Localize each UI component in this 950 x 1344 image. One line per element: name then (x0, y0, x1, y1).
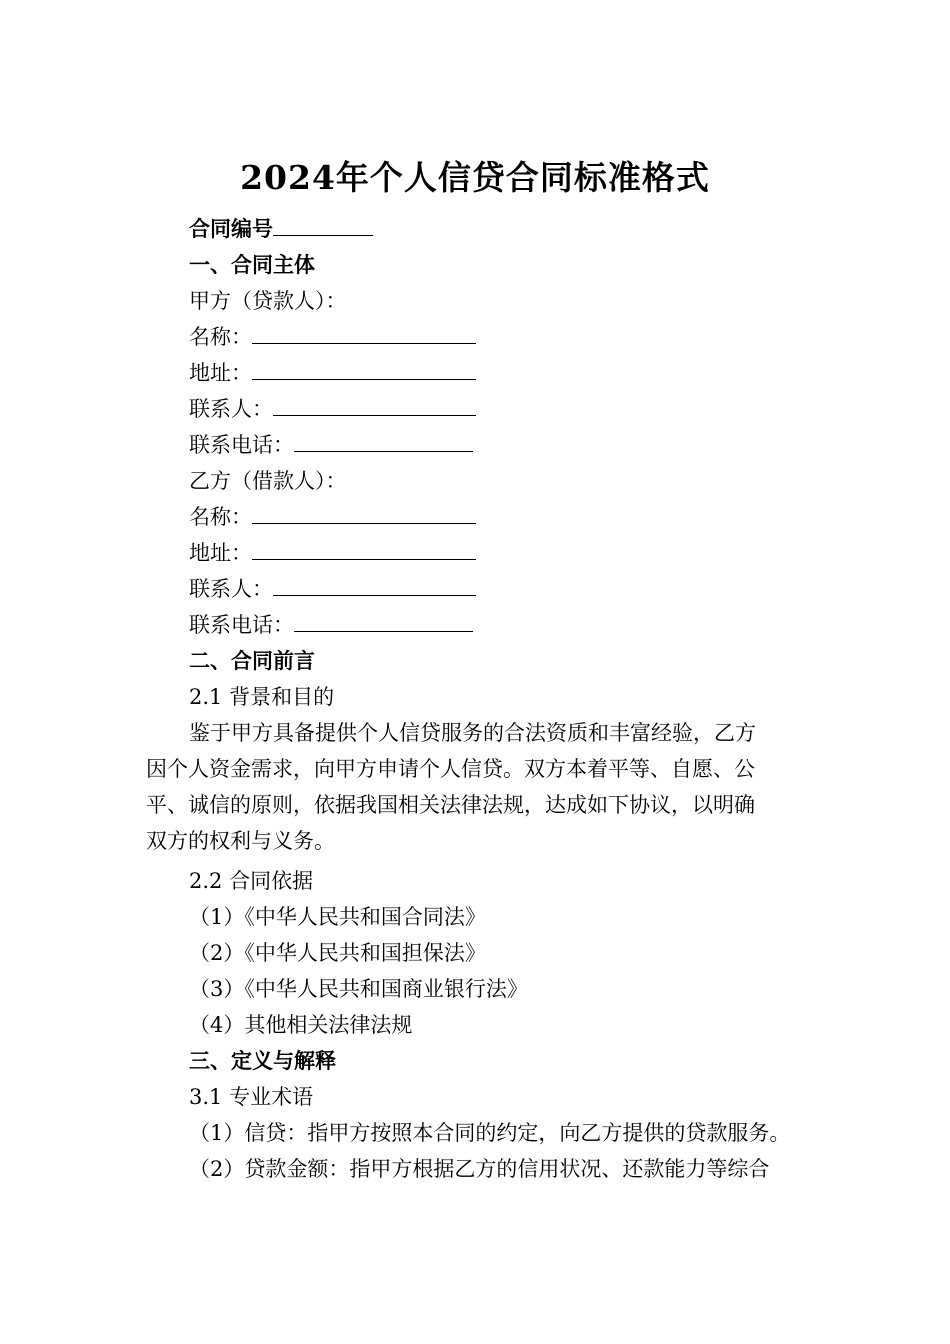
party-b-name-field (189, 502, 476, 532)
party-b-phone-blank[interactable] (294, 612, 473, 632)
paragraph-line: 平、诚信的原则，依据我国相关法律法规，达成如下协议，以明确 (146, 793, 755, 817)
party-a-contact-field (189, 394, 476, 424)
field-label: 联系人： (189, 397, 273, 421)
field-label: 联系电话： (189, 433, 294, 457)
law-item: （4）其他相关法律法规 (189, 1013, 413, 1037)
field-label: 地址： (189, 541, 252, 565)
party-a-address-blank[interactable] (252, 360, 476, 380)
party-a-phone-blank[interactable] (294, 432, 473, 452)
definition-item: （1）信贷：指甲方按照本合同的约定，向乙方提供的贷款服务。 (189, 1121, 791, 1145)
law-item: （1）《中华人民共和国合同法》 (189, 905, 486, 929)
party-a-label: 甲方（贷款人）： (189, 289, 347, 313)
party-a-contact-blank[interactable] (273, 396, 476, 416)
definition-item: （2）贷款金额：指甲方根据乙方的信用状况、还款能力等综合 (189, 1157, 770, 1181)
contract-number-line (189, 214, 373, 244)
section3-heading: 三、定义与解释 (189, 1048, 336, 1073)
section3-sub1: 3.1 专业术语 (189, 1085, 314, 1109)
field-label: 名称： (189, 505, 252, 529)
section2-heading: 二、合同前言 (189, 648, 315, 673)
party-b-label: 乙方（借款人）： (189, 469, 347, 493)
law-item: （2）《中华人民共和国担保法》 (189, 941, 486, 965)
party-a-phone-field (189, 430, 473, 460)
field-label: 联系电话： (189, 613, 294, 637)
field-label: 地址： (189, 361, 252, 385)
party-b-contact-blank[interactable] (273, 576, 476, 596)
field-label: 名称： (189, 325, 252, 349)
party-b-contact-field (189, 574, 476, 604)
party-a-name-blank[interactable] (252, 324, 476, 344)
party-a-address-field (189, 358, 476, 388)
party-b-address-field (189, 538, 476, 568)
party-b-address-blank[interactable] (252, 540, 476, 560)
document-title: 2024年个人信贷合同标准格式 (240, 158, 710, 197)
paragraph-line: 因个人资金需求，向甲方申请个人信贷。双方本着平等、自愿、公 (146, 757, 755, 781)
party-a-name-field (189, 322, 476, 352)
section2-sub1: 2.1 背景和目的 (189, 685, 335, 709)
field-label: 联系人： (189, 577, 273, 601)
party-b-name-blank[interactable] (252, 504, 476, 524)
paragraph-line: 双方的权利与义务。 (146, 829, 335, 853)
paragraph-line: 鉴于甲方具备提供个人信贷服务的合法资质和丰富经验，乙方 (189, 721, 756, 745)
contract-number-blank[interactable] (273, 216, 373, 236)
section1-heading: 一、合同主体 (189, 252, 315, 277)
law-item: （3）《中华人民共和国商业银行法》 (189, 977, 528, 1001)
section2-sub2: 2.2 合同依据 (189, 869, 314, 893)
party-b-phone-field (189, 610, 473, 640)
contract-number-label: 合同编号 (189, 216, 273, 241)
